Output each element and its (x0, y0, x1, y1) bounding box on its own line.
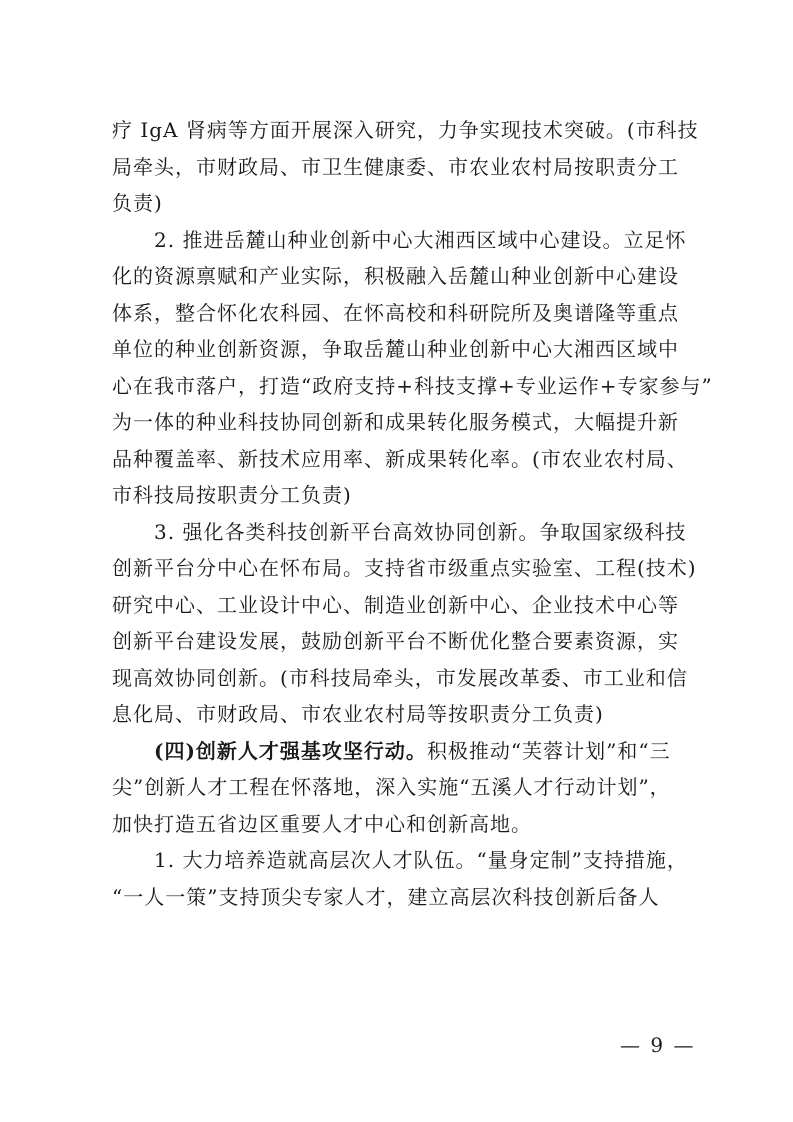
text-line: 为一体的种业科技协同创新和成果转化服务模式，大幅提升新 (112, 410, 679, 434)
section-heading: (四)创新人才强基攻坚行动。 (112, 738, 427, 763)
text-line: 品种覆盖率、新技术应用率、新成果转化率。(市农业农村局、 (112, 446, 688, 471)
text-line: 市科技局按职责分工负责) (112, 483, 352, 507)
text-line (112, 733, 692, 770)
text-run: 积极推动“芙蓉计划”和“三 (426, 738, 671, 763)
text-line: 负责) (112, 191, 163, 215)
text-line: 创新平台建设发展，鼓励创新平台不断优化整合要素资源，实 (112, 629, 679, 653)
text-line: 体系，整合怀化农科园、在怀高校和科研院所及奥谱隆等重点 (112, 300, 679, 325)
paragraph-5 (112, 842, 692, 915)
text-line: 2. 推进岳麓山种业创新中心大湘西区域中心建设。立足怀 (112, 227, 687, 252)
document-body (112, 112, 713, 915)
text-line: 1. 大力培养造就高层次人才队伍。“量身定制”支持措施， (112, 848, 688, 872)
paragraph-2 (112, 222, 713, 514)
text-line: 现高效协同创新。(市科技局牵头，市发展改革委、市工业和信 (112, 665, 688, 690)
text-line: 局牵头，市财政局、市卫生健康委、市农业农村局按职责分工 (112, 154, 679, 179)
paragraph-4 (112, 733, 692, 843)
text-line: 心在我市落户，打造“政府支持+科技支撑+专业运作+专家参与” (112, 373, 713, 398)
text-line: 3. 强化各类科技创新平台高效协同创新。争取国家级科技 (112, 519, 687, 544)
text-line: 研究中心、工业设计中心、制造业创新中心、企业技术中心等 (112, 592, 679, 617)
paragraph-3 (112, 514, 697, 733)
text-line: 尖”创新人才工程在怀落地，深入实施“五溪人才行动计划”， (112, 775, 671, 799)
text-line: 单位的种业创新资源，争取岳麓山种业创新中心大湘西区域中 (112, 337, 679, 361)
text-line: 息化局、市财政局、市农业农村局等按职责分工负责) (112, 702, 604, 726)
text-line: “一人一策”支持顶尖专家人才，建立高层次科技创新后备人 (112, 884, 660, 909)
text-line: 创新平台分中心在怀布局。支持省市级重点实验室、工程(技术) (112, 556, 697, 580)
text-line: 化的资源禀赋和产业实际，积极融入岳麓山种业创新中心建设 (112, 264, 679, 288)
page-number: — 9 — (620, 1033, 696, 1057)
text-line: 疗 IgA 肾病等方面开展深入研究，力争实现技术突破。(市科技 (112, 118, 699, 142)
text-line: 加快打造五省边区重要人才中心和创新高地。 (112, 811, 532, 836)
paragraph-1 (112, 112, 699, 222)
